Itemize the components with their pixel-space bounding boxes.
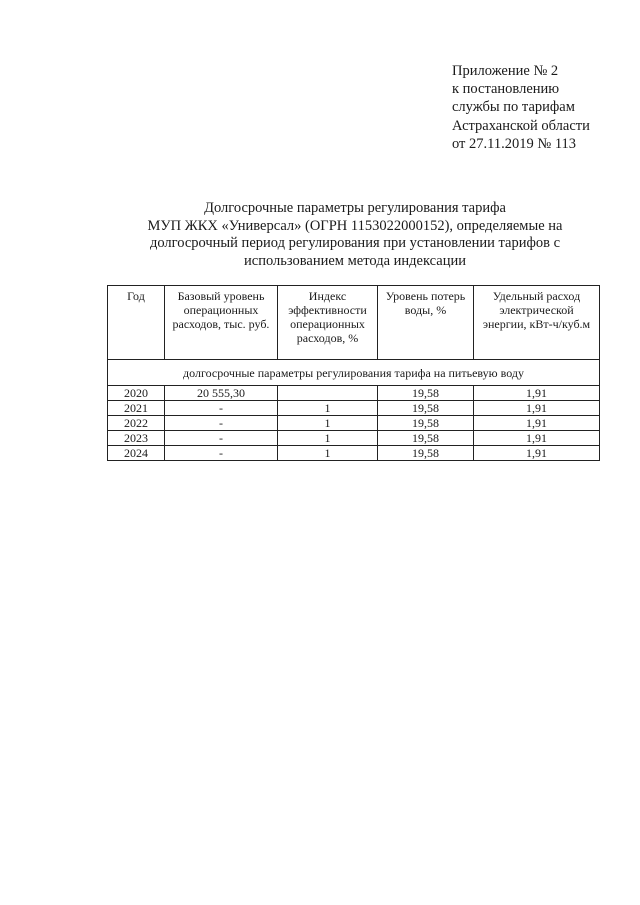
cell-base-opex: - bbox=[165, 446, 278, 461]
cell-water-loss: 19,58 bbox=[378, 386, 474, 401]
cell-year: 2024 bbox=[108, 446, 165, 461]
cell-base-opex: - bbox=[165, 401, 278, 416]
table-row bbox=[108, 431, 600, 446]
cell-water-loss: 19,58 bbox=[378, 401, 474, 416]
header-efficiency-index: Индекс эффективности операционных расходов, % bbox=[278, 286, 378, 360]
table-row bbox=[108, 446, 600, 461]
document-title bbox=[110, 200, 600, 270]
cell-base-opex: - bbox=[165, 431, 278, 446]
appendix-line: к постановлению bbox=[452, 81, 560, 98]
appendix-line: от 27.11.2019 № 113 bbox=[452, 135, 577, 152]
cell-energy-consumption: 1,91 bbox=[474, 416, 600, 431]
header-water-loss: Уровень потерь воды, % bbox=[378, 286, 474, 360]
cell-efficiency-index: 1 bbox=[278, 401, 378, 416]
appendix-line: службы по тарифам bbox=[452, 99, 575, 116]
cell-energy-consumption: 1,91 bbox=[474, 446, 600, 461]
title-line: долгосрочный период регулирования при установлении тарифов с bbox=[149, 235, 561, 251]
title-line: МУП ЖКХ «Универсал» (ОГРН 1153022000152), определяемые на bbox=[147, 217, 563, 234]
cell-efficiency-index: 1 bbox=[278, 416, 378, 431]
title-line: Долгосрочные параметры регулирования тарифа bbox=[204, 200, 506, 216]
appendix-line: Астраханской области bbox=[452, 117, 590, 134]
cell-efficiency-index bbox=[278, 386, 378, 401]
table-row bbox=[108, 401, 600, 416]
header-year: Год bbox=[108, 286, 165, 360]
header-energy-consumption: Удельный расход электрической энергии, кВт-ч/куб.м bbox=[474, 286, 600, 360]
cell-water-loss: 19,58 bbox=[378, 431, 474, 446]
cell-base-opex: - bbox=[165, 416, 278, 431]
parameters-table bbox=[107, 285, 600, 461]
appendix-reference bbox=[452, 62, 590, 153]
cell-efficiency-index: 1 bbox=[278, 446, 378, 461]
cell-year: 2020 bbox=[108, 386, 165, 401]
cell-energy-consumption: 1,91 bbox=[474, 386, 600, 401]
cell-year: 2021 bbox=[108, 401, 165, 416]
table-header-row bbox=[108, 286, 600, 360]
cell-base-opex: 20 555,30 bbox=[165, 386, 278, 401]
cell-water-loss: 19,58 bbox=[378, 446, 474, 461]
cell-efficiency-index: 1 bbox=[278, 431, 378, 446]
cell-year: 2023 bbox=[108, 431, 165, 446]
header-base-opex: Базовый уровень операционных расходов, тыс. руб. bbox=[165, 286, 278, 360]
section-label: долгосрочные параметры регулирования тарифа на питьевую воду bbox=[108, 360, 600, 386]
title-line: использованием метода индексации bbox=[244, 252, 466, 269]
cell-energy-consumption: 1,91 bbox=[474, 431, 600, 446]
table-row bbox=[108, 416, 600, 431]
cell-water-loss: 19,58 bbox=[378, 416, 474, 431]
section-row bbox=[108, 360, 600, 386]
cell-energy-consumption: 1,91 bbox=[474, 401, 600, 416]
cell-year: 2022 bbox=[108, 416, 165, 431]
appendix-line: Приложение № 2 bbox=[452, 63, 559, 79]
table-row bbox=[108, 386, 600, 401]
